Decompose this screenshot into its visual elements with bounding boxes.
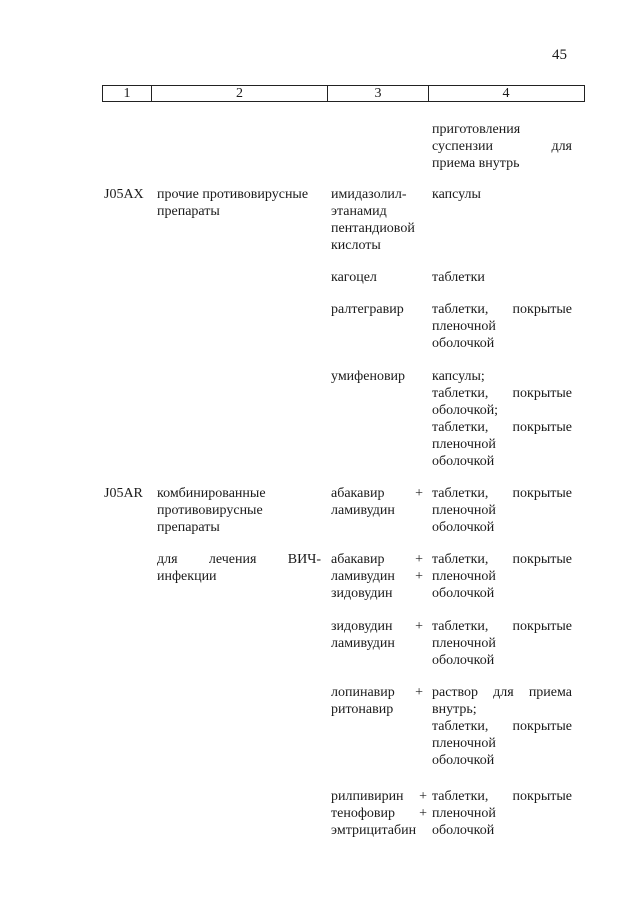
text-line: препараты [157, 520, 220, 535]
text-line: приема внутрь [432, 156, 520, 171]
group-name-cell [157, 551, 321, 585]
atc-code-cell: J05AR [104, 486, 143, 501]
text-line: капсулы [432, 187, 481, 202]
dosage-form-cell [432, 269, 572, 286]
page-number: 45 [552, 47, 567, 63]
drug-name-cell [331, 301, 423, 318]
text-line: эмтрицитабин [331, 823, 417, 838]
text-line: таблетки, покрытые [432, 420, 572, 435]
text-line: таблетки, покрытые [432, 302, 572, 317]
text-line: раствор для приема [432, 685, 572, 700]
text-line: пленочной [432, 736, 496, 751]
text-line: тенофовир + [331, 806, 427, 821]
header-col-2: 2 [152, 86, 328, 101]
text-line: зидовудин [331, 586, 393, 601]
drug-name-cell [331, 485, 423, 519]
text-line: имидазолил- [331, 187, 407, 202]
text-line: пленочной [432, 636, 496, 651]
dosage-form-cell [432, 788, 572, 839]
text-line: ламивудин [331, 636, 395, 651]
text-line: пленочной [432, 806, 496, 821]
text-line: ламивудин [331, 503, 395, 518]
drug-name-cell [331, 788, 427, 839]
drug-name-cell [331, 618, 423, 652]
dosage-form-cell [432, 121, 572, 172]
drug-name-cell [331, 186, 423, 254]
text-line: таблетки, покрытые [432, 552, 572, 567]
text-line: пленочной [432, 503, 496, 518]
text-line: препараты [157, 204, 220, 219]
text-line: для лечения ВИЧ- [157, 552, 321, 567]
text-line: оболочкой [432, 653, 495, 668]
drug-name-cell [331, 269, 423, 286]
text-line: таблетки, покрытые [432, 486, 572, 501]
dosage-form-cell [432, 618, 572, 669]
header-col-4: 4 [502, 86, 510, 101]
text-line: приготовления [432, 122, 521, 137]
text-line: оболочкой [432, 586, 495, 601]
text-line: комбинированные [157, 486, 266, 501]
text-line: этанамид [331, 204, 387, 219]
text-line: оболочкой; [432, 403, 499, 418]
text-line: прочие противовирусные [157, 187, 309, 202]
dosage-form-cell [432, 301, 572, 352]
text-line: оболочкой [432, 520, 495, 535]
table-header [102, 85, 585, 102]
text-line: пентандиовой [331, 221, 415, 236]
text-line: таблетки, покрытые [432, 619, 572, 634]
drug-name-cell [331, 551, 423, 602]
text-line: пленочной [432, 319, 496, 334]
text-line: инфекции [157, 569, 217, 584]
text-line: таблетки, покрытые [432, 789, 572, 804]
text-line: капсулы; [432, 369, 485, 384]
dosage-form-cell [432, 368, 572, 470]
text-line: абакавир + [331, 486, 423, 501]
atc-code-cell: J05AX [104, 187, 144, 202]
text-line: внутрь; [432, 702, 477, 717]
text-line: суспензии для [432, 139, 572, 154]
text-line: ритонавир [331, 702, 394, 717]
dosage-form-cell [432, 186, 572, 203]
text-line: оболочкой [432, 823, 495, 838]
text-line: пленочной [432, 437, 496, 452]
text-line: ламивудин + [331, 569, 423, 584]
dosage-form-cell [432, 551, 572, 602]
text-line: абакавир + [331, 552, 423, 567]
group-name-cell [157, 186, 321, 220]
text-line: ралтегравир [331, 302, 404, 317]
dosage-form-cell [432, 485, 572, 536]
header-col-1: 1 [103, 86, 152, 101]
text-line: таблетки, покрытые [432, 719, 572, 734]
text-line: кислоты [331, 238, 381, 253]
text-line: оболочкой [432, 753, 495, 768]
text-line: противовирусные [157, 503, 263, 518]
header-col-3: 3 [328, 86, 429, 101]
group-name-cell [157, 485, 321, 536]
text-line: оболочкой [432, 454, 495, 469]
text-line: умифеновир [331, 369, 406, 384]
text-line: пленочной [432, 569, 496, 584]
drug-name-cell [331, 368, 423, 385]
dosage-form-cell [432, 684, 572, 769]
text-line: зидовудин + [331, 619, 423, 634]
text-line: кагоцел [331, 270, 377, 285]
drug-name-cell [331, 684, 423, 718]
text-line: таблетки, покрытые [432, 386, 572, 401]
text-line: таблетки [432, 270, 485, 285]
text-line: лопинавир + [331, 685, 423, 700]
text-line: рилпивирин + [331, 789, 427, 804]
text-line: оболочкой [432, 336, 495, 351]
